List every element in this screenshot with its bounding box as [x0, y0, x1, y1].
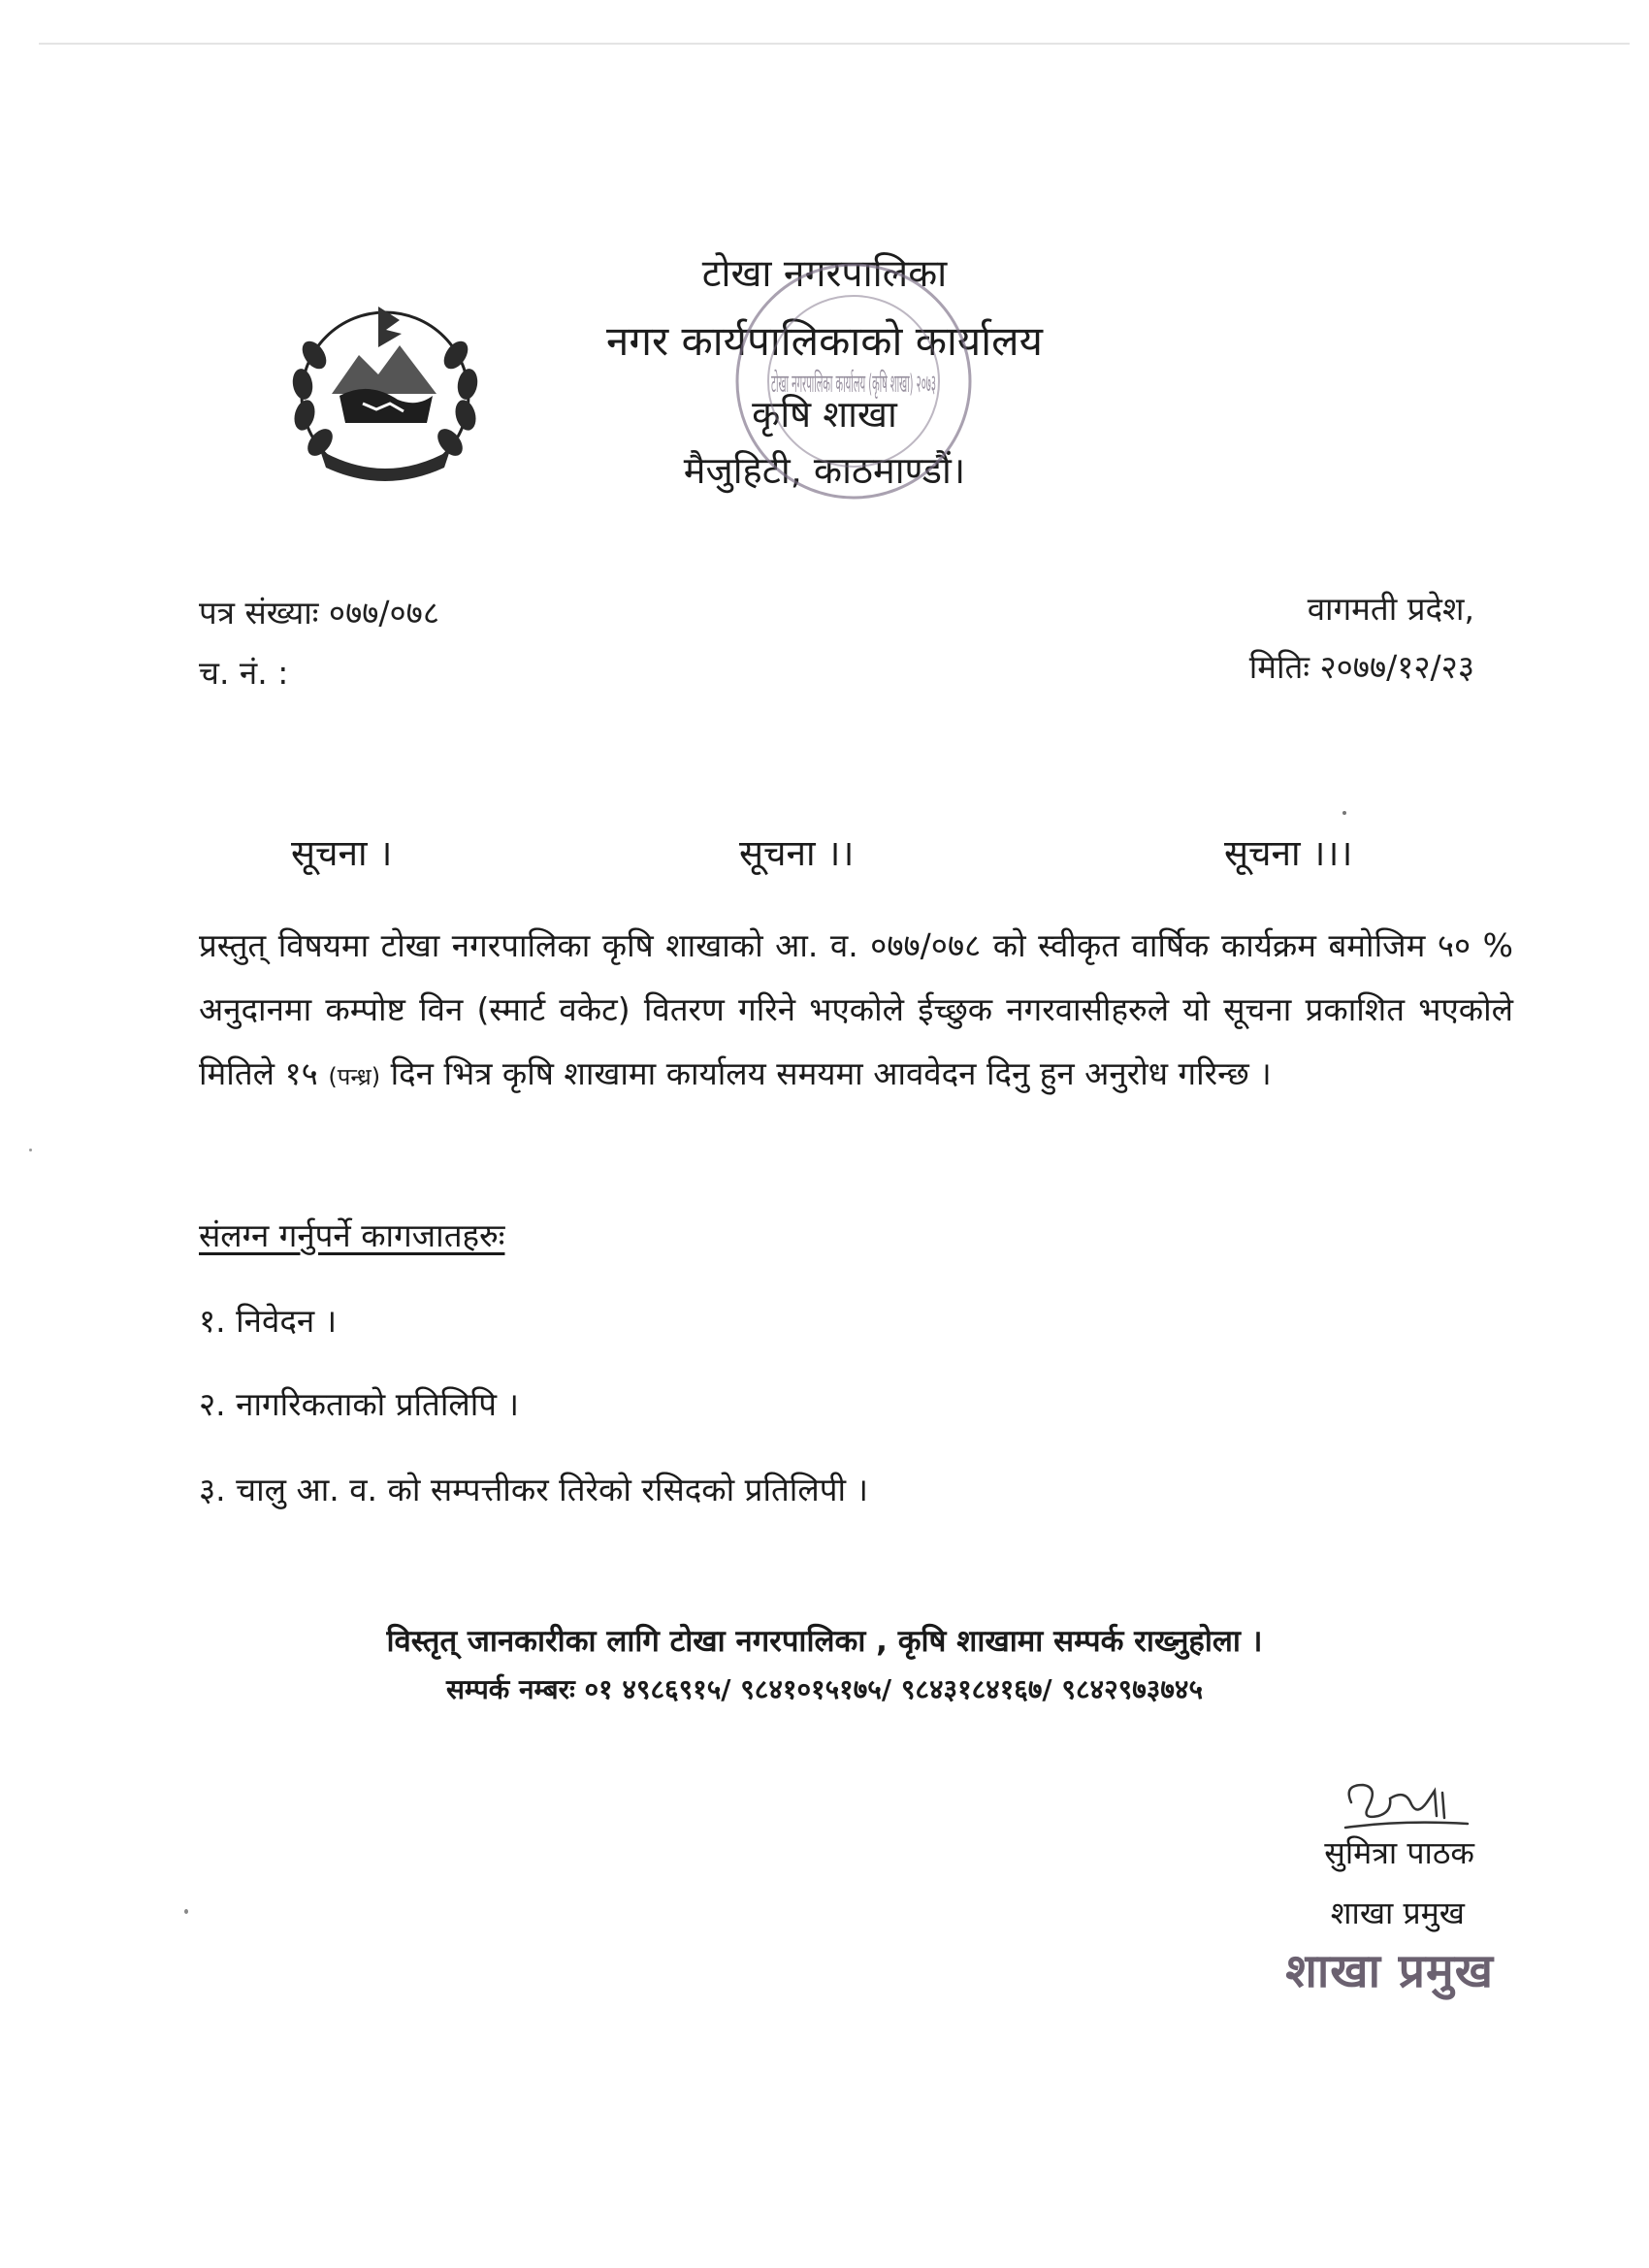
- signatory-post: शाखा प्रमुख: [1330, 1895, 1465, 1931]
- notice-heading-3: सूचना ।।।: [1224, 832, 1353, 874]
- dispatch-number: च. नं. :: [199, 654, 289, 692]
- notice-body: [199, 914, 1513, 1109]
- attachment-item: १. निवेदन ।: [199, 1302, 338, 1340]
- province-name: वागमती प्रदेश,: [1307, 590, 1474, 628]
- svg-text:टोखा नगरपालिका कार्यालय (कृषि: टोखा नगरपालिका कार्यालय (कृषि शाखा) २०७३: [771, 370, 1210, 399]
- attachments-title: संलग्न गर्नुपर्ने कागजातहरुः: [199, 1216, 505, 1254]
- office-seal-stamp: [713, 250, 1210, 512]
- nepal-emblem-icon: [281, 287, 489, 495]
- branch-name: कृषि शाखा: [752, 393, 897, 436]
- office-address: मैजुहिटी, काठमाण्डौं।: [683, 449, 966, 492]
- contact-info-line: विस्तृत् जानकारीका लागि टोखा नगरपालिका , कृषि शाखामा सम्पर्क राख्नुहोला ।: [386, 1624, 1263, 1659]
- office-name: नगर कार्यपालिकाको कार्यालय: [606, 317, 1043, 365]
- attachment-item: ३. चालु आ. व. को सम्पत्तीकर तिरेको रसिदको प्रतिलिपी ।: [199, 1471, 869, 1508]
- notice-body-part-2: दिन भित्र कृषि शाखामा कार्यालय समयमा आववेदन दिनु हुन अनुरोध गरिन्छ ।: [390, 1054, 1272, 1092]
- speck: [29, 1149, 32, 1151]
- letter-date: मितिः २०७७/१२/२३: [1248, 648, 1474, 686]
- signatory-name: सुमित्रा पाठक: [1324, 1834, 1474, 1871]
- letter-number: पत्र संख्याः ०७७/०७८: [199, 594, 439, 632]
- speck: [184, 1909, 188, 1914]
- municipality-name: टोखा नगरपालिका: [701, 252, 948, 296]
- notice-body-part-1: प्रस्तुत् विषयमा टोखा नगरपालिका कृषि शाखाको आ. व. ०७७/०७८ को स्वीकृत वार्षिक कार्यक्रम बमोजिम ५० % अनुदानमा कम्पोष्ट विन (स्मार्ट वकेट) वितरण गरिने भएकोले ईच्छुक नगरवासीहरुले यो सूचना प्रकाशित भएकोले मितिले १५: [199, 926, 1513, 1092]
- speck: [1342, 811, 1346, 815]
- notice-heading-1: सूचना ।: [291, 832, 393, 874]
- contact-numbers: सम्पर्क नम्बरः ०१ ४९८६९१५/ ९८४१०१५१७५/ ९८४३१८४१६७/ ९८४२९७३७४५: [445, 1673, 1203, 1705]
- top-rule: [39, 43, 1630, 45]
- post-rubber-stamp: शाखा प्रमुख: [1285, 1944, 1494, 1998]
- attachment-item: २. नागरिकताको प्रतिलिपि ।: [199, 1385, 520, 1423]
- notice-heading-2: सूचना ।।: [739, 832, 855, 874]
- notice-body-days-words: (पन्ध्र): [328, 1063, 381, 1090]
